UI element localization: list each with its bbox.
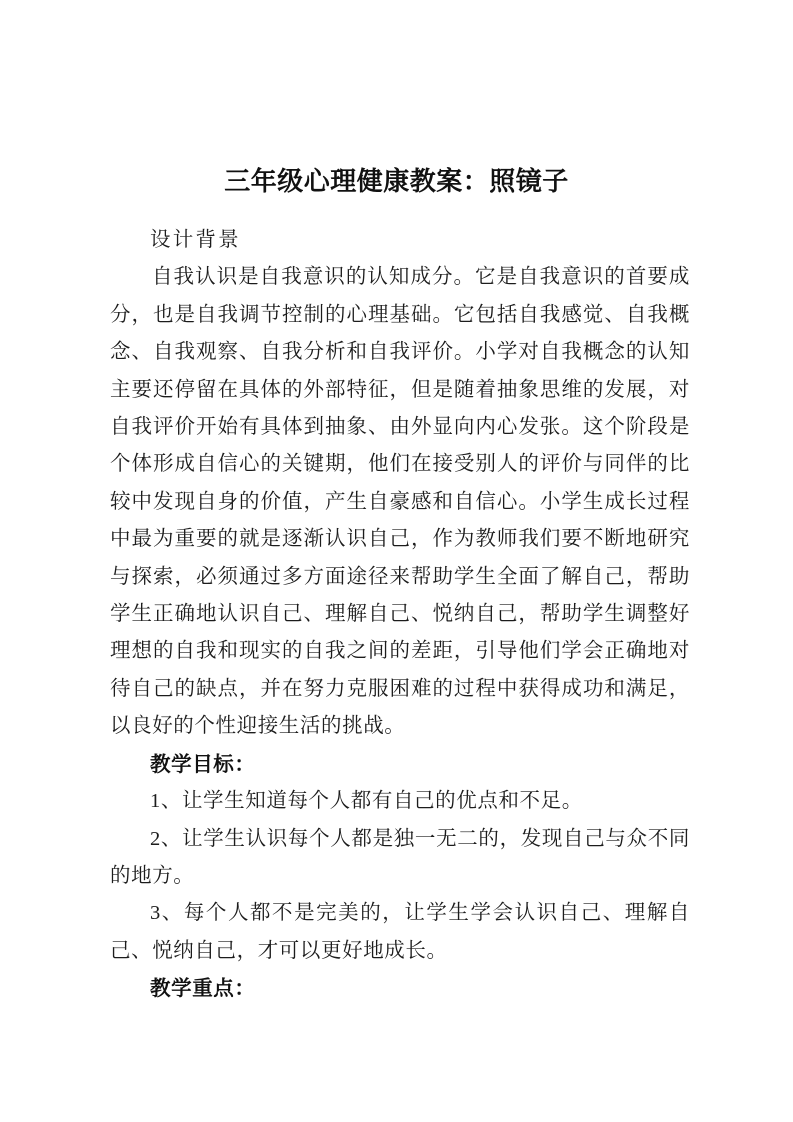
page-title: 三年级心理健康教案：照镜子 xyxy=(224,167,569,198)
section-teaching-objectives xyxy=(110,746,690,970)
list-item: 3、每个人都不是完美的，让学生学会认识自己、理解自己、悦纳自己，才可以更好地成长。 xyxy=(110,902,690,962)
section-design-background xyxy=(110,222,690,746)
section-heading-teaching-objectives: 教学目标： xyxy=(150,751,256,776)
section-heading-teaching-focus: 教学重点： xyxy=(150,976,256,1001)
section-teaching-focus xyxy=(110,970,690,1007)
section-heading-design-background: 设计背景 xyxy=(150,229,241,251)
paragraph-design-background: 自我认识是自我意识的认知成分。它是自我意识的首要成分，也是自我调节控制的心理基础。它包括自我感觉、自我概念、自我观察、自我分析和自我评价。小学对自我概念的认知主要还停留在具体的外部特征，但是随着抽象思维的发展，对自我评价开始有具体到抽象、由外显向内心发张。这个阶段是个体形成自信心的关键期，他们在接受别人的评价与同伴的比较中发现自身的价值，产生自豪感和自信心。小学生成长过程中最为重要的就是逐渐认识自己，作为教师我们要不断地研究与探索，必须通过多方面途径来帮助学生全面了解自己，帮助学生正确地认识自己、理解自己、悦纳自己，帮助学生调整好理想的自我和现实的自我之间的差距，引导他们学会正确地对待自己的缺点，并在努力克服困难的过程中获得成功和满足，以良好的个性迎接生活的挑战。 xyxy=(110,266,690,738)
document-body xyxy=(110,222,690,1008)
list-item: 2、让学生认识每个人都是独一无二的，发现自己与众不同的地方。 xyxy=(110,827,690,887)
list-item: 1、让学生知道每个人都有自己的优点和不足。 xyxy=(150,790,583,813)
